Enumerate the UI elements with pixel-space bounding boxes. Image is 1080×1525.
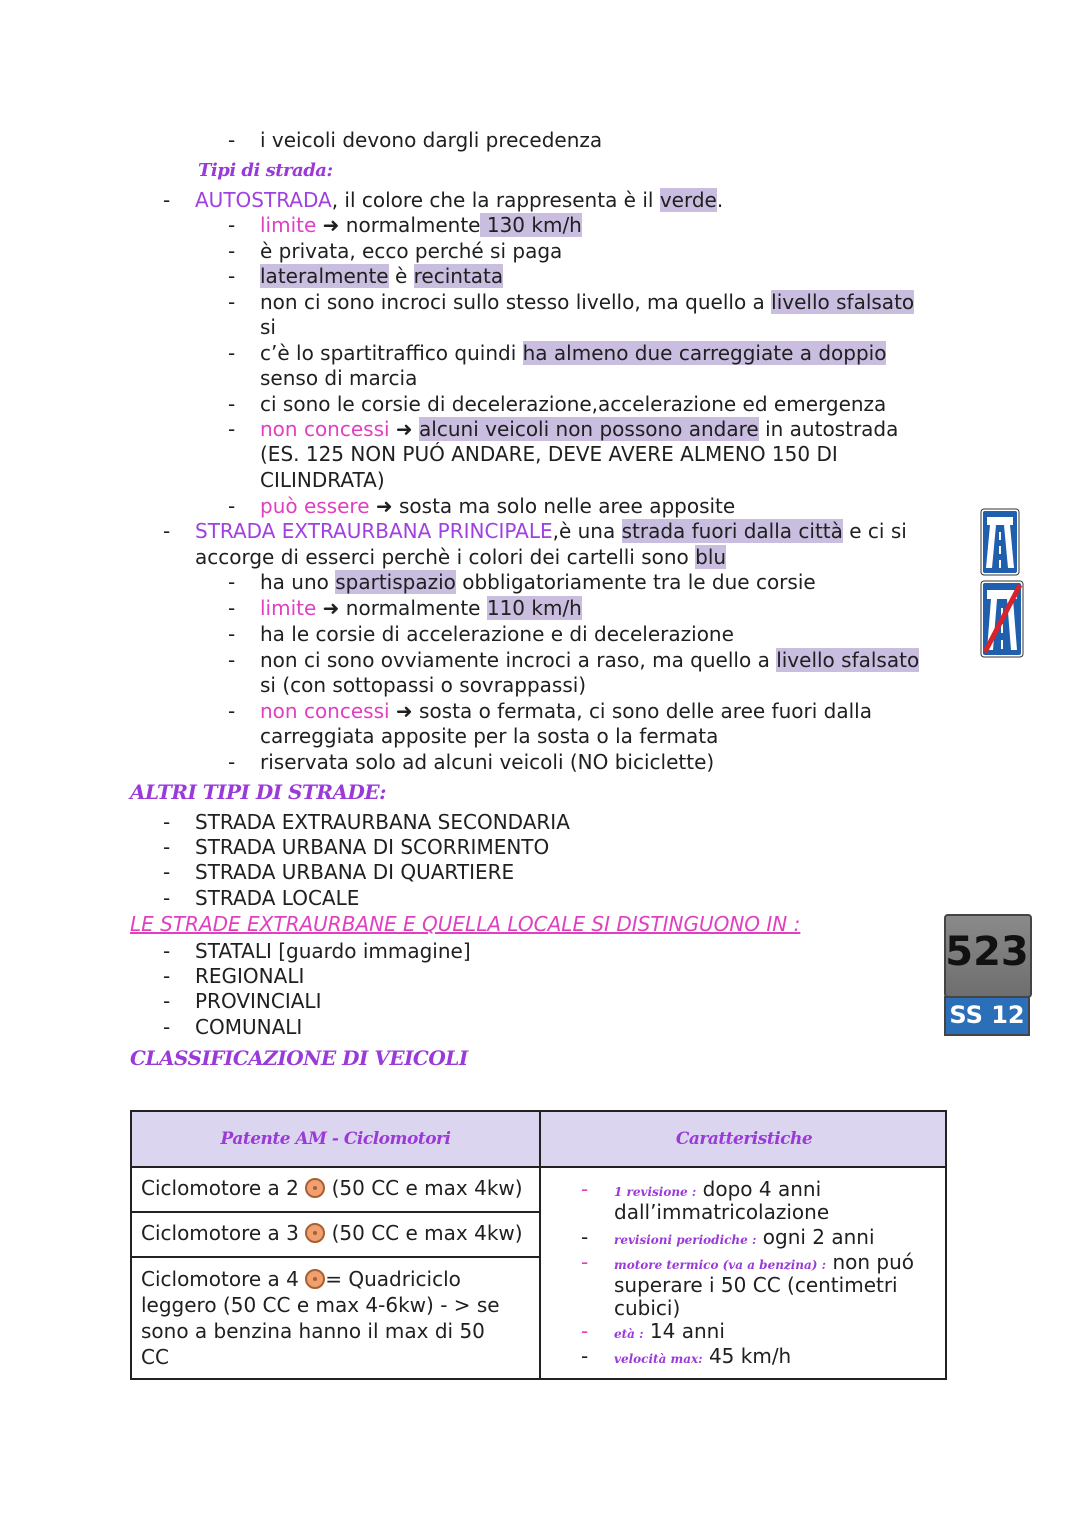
road-type-autostrada: AUTOSTRADA, il colore che la rappresenta è il verde. (195, 188, 724, 212)
vehicle-table: Patente AM - Ciclomotori Caratteristiche Ciclomotore a 2 (50 CC e max 4kw) Ciclomotore a 3 (50 CC e max 4kw) Ciclomotore a 4 = Quadriciclo leggero (50 CC e max 4-6kw) - > se sono a benzina hanno il max di 50 CC - 1 revisione : dopo 4 anni dall’immatricolazione - revisioni periodiche : ogni 2 anni - motore termico (va a benzina) : non puó superare i 50 CC (centimetri cubici) - età : 14 anni - velocità max: 45 km/h (130, 1110, 947, 1380)
bullet-dash: - (163, 519, 171, 543)
wheel-icon (305, 1178, 325, 1198)
bullet-dash: - (228, 570, 236, 594)
bullet-dash: - (228, 290, 236, 314)
list-item-continued: si (con sottopassi o sovrappassi) (260, 673, 587, 697)
table-header-cell: Patente AM - Ciclomotori (220, 1129, 451, 1149)
list-item: è privata, ecco perché si paga (260, 239, 563, 263)
list-item: COMUNALI (195, 1015, 303, 1039)
bullet-dash: - (228, 239, 236, 263)
bullet-dash: - (163, 810, 171, 834)
list-item: limite ➜ normalmente 110 km/h (260, 596, 582, 620)
table-divider (539, 1112, 541, 1378)
list-item: STATALI [guardo immagine] (195, 939, 471, 963)
bullet-dash: - (163, 1015, 171, 1039)
bullet-dash: - (163, 989, 171, 1013)
bullet-dash: - (228, 392, 236, 416)
list-item: PROVINCIALI (195, 989, 322, 1013)
list-item-continued: carreggiata apposite per la sosta o la fermata (260, 724, 719, 748)
list-item: ha le corsie di accelerazione e di decelerazione (260, 622, 734, 646)
motorway-end-sign-icon (980, 580, 1024, 658)
list-item: STRADA LOCALE (195, 886, 360, 910)
list-item: non concessi ➜ sosta o fermata, ci sono delle aree fuori dalla (260, 699, 872, 723)
section-heading: CLASSIFICAZIONE DI VEICOLI (130, 1046, 468, 1070)
bullet-dash: - (228, 341, 236, 365)
list-item: ha uno spartispazio obbligatoriamente tra le due corsie (260, 570, 816, 594)
section-heading: LE STRADE EXTRAURBANE E QUELLA LOCALE SI DISTINGUONO IN : (130, 912, 801, 936)
wheel-icon (305, 1269, 325, 1289)
list-item: STRADA URBANA DI QUARTIERE (195, 860, 515, 884)
table-divider (132, 1256, 539, 1258)
bullet-dash: - (228, 699, 236, 723)
list-item: può essere ➜ sosta ma solo nelle aree apposite (260, 494, 736, 518)
bullet-dash: - (163, 886, 171, 910)
list-item: non ci sono incroci sullo stesso livello, ma quello a livello sfalsato (260, 290, 915, 314)
bullet-dash: - (163, 964, 171, 988)
bullet-dash: - (163, 835, 171, 859)
bullet-dash: - (228, 750, 236, 774)
bullet-dash: - (228, 596, 236, 620)
table-cell: Ciclomotore a 4 = Quadriciclo leggero (50 CC e max 4-6kw) - > se sono a benzina hanno il max di 50 CC (141, 1267, 500, 1369)
bullet-dash: - (228, 494, 236, 518)
bullet-dash: - (228, 128, 236, 152)
bullet-dash: - (228, 213, 236, 237)
bullet-dash: - (228, 622, 236, 646)
list-item: REGIONALI (195, 964, 305, 988)
list-item-continued: accorge di esserci perchè i colori dei cartelli sono blu (195, 545, 727, 569)
list-item-continued: si (260, 315, 276, 339)
table-header-cell: Caratteristiche (675, 1129, 813, 1149)
list-item-continued: senso di marcia (260, 366, 418, 390)
bullet-dash: - (228, 417, 236, 441)
motorway-sign-icon (980, 508, 1020, 576)
list-item: riservata solo ad alcuni veicoli (NO biciclette) (260, 750, 715, 774)
table-divider (132, 1211, 539, 1213)
list-item: c’è lo spartitraffico quindi ha almeno due carreggiate a doppio (260, 341, 887, 365)
list-item-continued: CILINDRATA) (260, 468, 385, 492)
list-item: ci sono le corsie di decelerazione,accelerazione ed emergenza (260, 392, 887, 416)
bullet-dash: - (228, 648, 236, 672)
list-item-continued: (ES. 125 NON PUÓ ANDARE, DEVE AVERE ALMENO 150 DI (260, 442, 838, 466)
list-item: STRADA EXTRAURBANA SECONDARIA (195, 810, 570, 834)
list-item: STRADA URBANA DI SCORRIMENTO (195, 835, 550, 859)
table-cell: Ciclomotore a 2 (50 CC e max 4kw) (141, 1176, 523, 1200)
bullet-dash: - (228, 264, 236, 288)
road-type-extraurbana: STRADA EXTRAURBANA PRINCIPALE,è una strada fuori dalla città e ci si (195, 519, 907, 543)
wheel-icon (305, 1223, 325, 1243)
bullet-dash: - (163, 860, 171, 884)
list-item: non concessi ➜ alcuni veicoli non possono andare in autostrada (260, 417, 899, 441)
list-item: i veicoli devono dargli precedenza (260, 128, 603, 152)
table-cell: Ciclomotore a 3 (50 CC e max 4kw) (141, 1221, 523, 1245)
list-item: non ci sono ovviamente incroci a raso, ma quello a livello sfalsato (260, 648, 920, 672)
road-code: SS 12 (949, 1001, 1025, 1029)
bullet-dash: - (163, 188, 171, 212)
section-heading: Tipi di strada: (198, 160, 333, 181)
km-number: 523 (945, 929, 1029, 975)
bullet-dash: - (163, 939, 171, 963)
list-item: lateralmente è recintata (260, 264, 504, 288)
section-heading: ALTRI TIPI DI STRADE: (130, 780, 386, 804)
km-marker-sign-icon (944, 914, 1030, 1036)
list-item: limite ➜ normalmente 130 km/h (260, 213, 582, 237)
